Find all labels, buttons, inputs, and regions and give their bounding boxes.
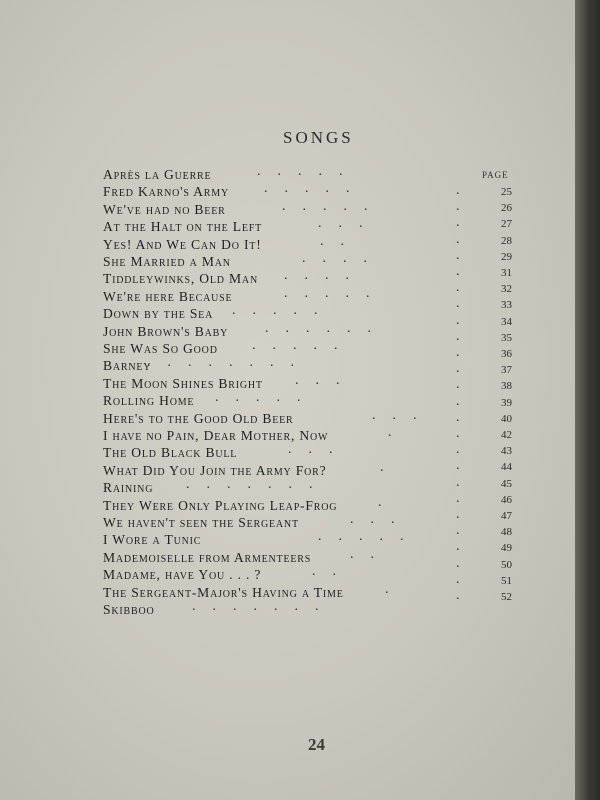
song-entry: Here's to the Good Old Beer xyxy=(103,410,294,426)
song-entry: She Was So Good xyxy=(103,341,218,356)
leader-dots: ..... xyxy=(284,285,387,301)
leader-dots: .. xyxy=(312,564,353,580)
song-entry: Fred Karno's Army xyxy=(103,184,229,200)
page-number: 49 xyxy=(501,542,512,555)
song-entry: At the Halt on the Left xyxy=(103,219,263,235)
leader-dot: . xyxy=(456,474,477,490)
leader-dots: ...... xyxy=(265,320,388,336)
leader-dot: . xyxy=(456,215,477,231)
page-number: 32 xyxy=(501,283,512,296)
leader-dot: . xyxy=(456,523,477,539)
leader-dot: . xyxy=(456,490,477,506)
leader-dots: ..... xyxy=(252,338,355,353)
leader-dots: ....... xyxy=(192,599,336,614)
leader-dot: . xyxy=(456,247,477,263)
leader-dots: ..... xyxy=(257,164,360,179)
leader-dot: . xyxy=(456,377,477,393)
page-number: 33 xyxy=(501,299,512,312)
song-entry: Raining xyxy=(103,480,154,496)
song-entry: The Moon Shines Bright xyxy=(103,375,263,391)
leader-dots: . xyxy=(378,494,399,510)
song-entry: Après la Guerre xyxy=(103,167,212,182)
leader-dot: . xyxy=(456,345,477,360)
leader-dots: ... xyxy=(372,407,434,423)
page-number: 42 xyxy=(501,429,512,441)
page-number: 50 xyxy=(501,558,512,571)
leader-dots: ....... xyxy=(186,477,330,493)
song-entry: We haven't seen the Sergeant xyxy=(103,515,299,530)
page-number: 52 xyxy=(501,591,512,603)
page-number: 48 xyxy=(501,526,512,539)
leader-dots: ... xyxy=(318,216,380,232)
song-entry: Tiddleywinks, Old Man xyxy=(103,271,258,287)
page-number: 25 xyxy=(501,186,512,198)
leader-dots: .. xyxy=(320,233,361,249)
page-number: 35 xyxy=(501,331,512,344)
page-column-label: PAGE xyxy=(482,170,509,180)
page-number: 37 xyxy=(501,364,512,377)
leader-dots: ..... xyxy=(318,529,421,545)
leader-dots: ..... xyxy=(282,198,385,214)
page-number: 26 xyxy=(501,202,512,215)
song-entry: What Did You Join the Army For? xyxy=(103,462,327,478)
page-number: 51 xyxy=(501,574,512,587)
leader-dot: . xyxy=(456,571,477,587)
leader-dots: ........ xyxy=(147,355,311,371)
song-entry: She Married a Man xyxy=(103,254,231,269)
song-entry: Down by the Sea xyxy=(103,306,214,322)
song-entry: Yes! And We Can Do It! xyxy=(103,236,262,252)
song-entry: We're here Because xyxy=(103,288,233,304)
leader-dots: .. xyxy=(350,546,391,562)
page-number: 27 xyxy=(501,218,512,231)
page-number: 40 xyxy=(501,412,512,425)
leader-dot: . xyxy=(456,312,477,328)
leader-dots: ... xyxy=(350,512,412,527)
leader-dot: . xyxy=(456,442,477,458)
page-number: 43 xyxy=(501,445,512,458)
song-entry: The Sergeant-Major's Having a Time xyxy=(103,584,344,600)
leader-dot: . xyxy=(456,296,477,312)
page-number: 39 xyxy=(501,396,512,409)
leader-dot: . xyxy=(456,588,477,603)
leader-dot: . xyxy=(456,458,477,474)
page-number: 44 xyxy=(501,461,512,474)
leader-dots: .... xyxy=(284,268,366,284)
leader-dots: ..... xyxy=(264,181,367,197)
page-number: 46 xyxy=(501,493,512,506)
song-entry: Mademoiselle from Armenteers xyxy=(103,549,312,565)
leader-dots: ..... xyxy=(215,390,318,406)
leader-dot: . xyxy=(456,231,477,247)
song-entry: I Wore a Tunic xyxy=(103,532,202,548)
book-edge-shadow xyxy=(575,0,600,800)
page-number: 47 xyxy=(501,510,512,522)
song-entry: We've had no Beer xyxy=(103,201,226,217)
page-number: 45 xyxy=(501,477,512,490)
page-number: 36 xyxy=(501,348,512,360)
leader-dot: . xyxy=(456,199,477,215)
folio-number: 24 xyxy=(308,735,325,754)
leader-dot: . xyxy=(456,264,477,279)
leader-dot: . xyxy=(456,393,477,409)
leader-dot: . xyxy=(456,280,477,296)
song-entry: The Old Black Bull xyxy=(103,445,238,461)
page-number: 28 xyxy=(501,234,512,247)
page-number: 38 xyxy=(501,380,512,393)
leader-dot: . xyxy=(456,328,477,344)
page-title: SONGS xyxy=(283,128,354,147)
leader-dots: ..... xyxy=(232,303,335,319)
leader-dots: ... xyxy=(295,372,357,388)
leader-dots: ... xyxy=(288,442,350,458)
song-entry: John Brown's Baby xyxy=(103,323,229,339)
song-entry: Madame, have You . . . ? xyxy=(103,567,262,583)
song-entry: They Were Only Playing Leap-Frog xyxy=(103,497,338,513)
leader-dots: . xyxy=(385,581,406,597)
leader-dots: . xyxy=(388,425,409,440)
leader-dot: . xyxy=(456,409,477,425)
leader-dot: . xyxy=(456,539,477,555)
page-number: 29 xyxy=(501,250,512,263)
leader-dots: .... xyxy=(302,251,384,266)
page-number: 31 xyxy=(501,267,512,279)
song-entry: Barney xyxy=(103,358,152,374)
song-entry: I have no Pain, Dear Mother, Now xyxy=(103,428,329,443)
page-number: 34 xyxy=(501,315,512,328)
leader-dot: . xyxy=(456,426,477,441)
leader-dot: . xyxy=(456,361,477,377)
leader-dot: . xyxy=(456,555,477,571)
leader-dot: . xyxy=(456,507,477,522)
song-entry: Rolling Home xyxy=(103,393,195,409)
song-entry: Skibboo xyxy=(103,602,155,617)
leader-dots: . xyxy=(380,459,401,475)
leader-dot: . xyxy=(456,183,477,198)
